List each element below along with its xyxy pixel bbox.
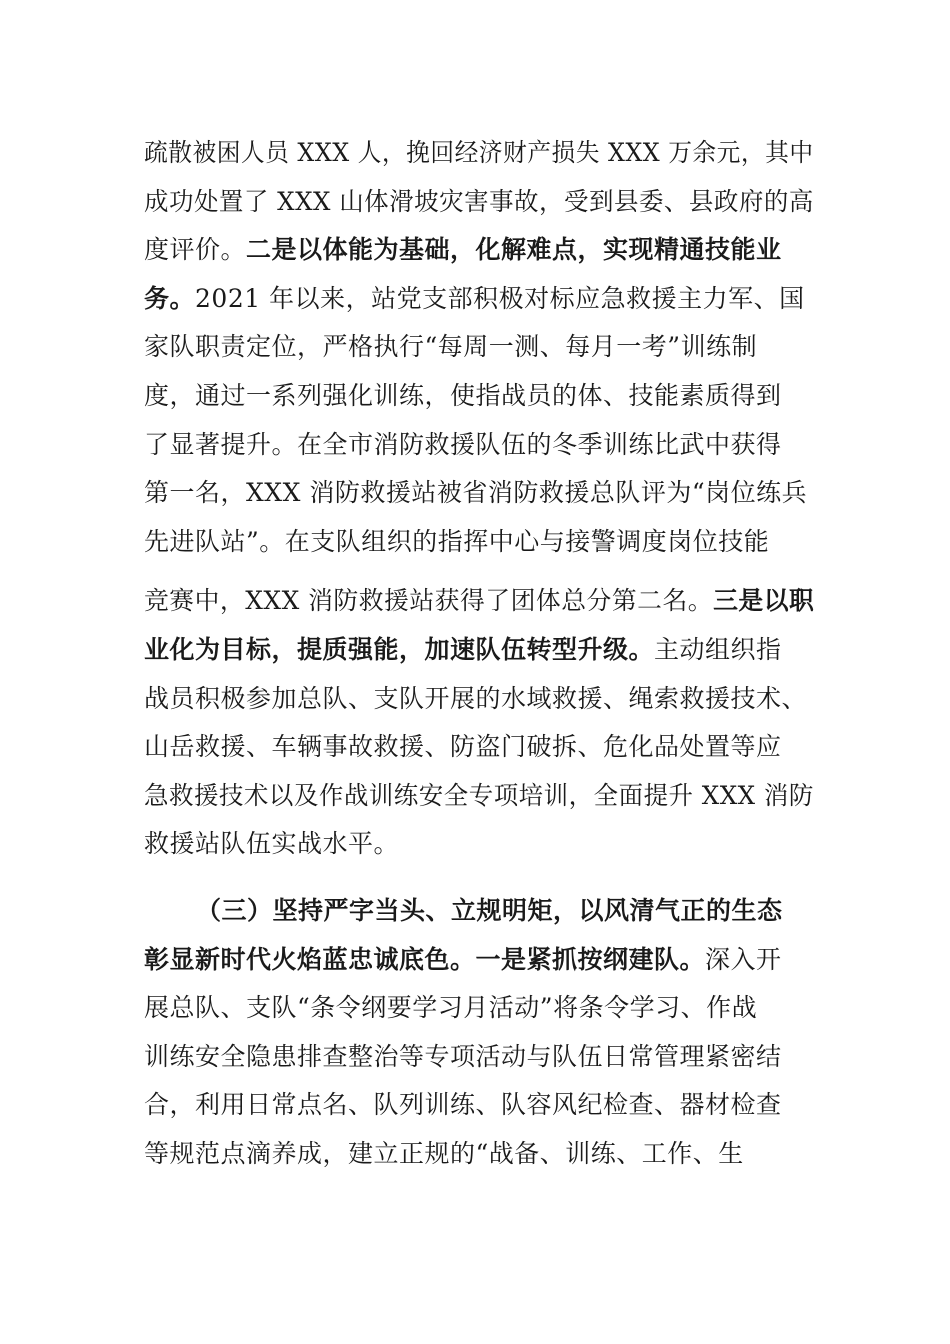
- text-line: [144, 284, 814, 314]
- text-run: 度评价。: [144, 235, 247, 264]
- text-run: 成功处置了 XXX 山体滑坡灾害事故，受到县委、县政府的高: [144, 187, 814, 216]
- text-line: [144, 1090, 814, 1120]
- text-line: [144, 945, 814, 975]
- text-run: 家队职责定位，严格执行“每周一测、每月一考”训练制: [144, 332, 758, 361]
- text-line: [144, 187, 814, 217]
- text-run: 先进队站”。在支队组织的指挥中心与接警调度岗位技能: [144, 527, 770, 556]
- text-run: 急救援技术以及作战训练安全专项培训，全面提升 XXX 消防: [144, 781, 814, 810]
- text-line: [144, 684, 814, 714]
- text-line: [144, 332, 814, 362]
- bold-text-run: 彰显新时代火焰蓝忠诚底色。一是紧抓按纲建队。: [144, 945, 706, 974]
- text-run: 了显著提升。在全市消防救援队伍的冬季训练比武中获得: [144, 430, 782, 459]
- text-line: [144, 235, 814, 265]
- text-run: 救援站队伍实战水平。: [144, 829, 400, 858]
- text-run: 2021 年以来，站党支部积极对标应急救援主力军、国: [195, 284, 805, 313]
- text-line: [144, 993, 814, 1023]
- text-run: 竞赛中，XXX 消防救援站获得了团体总分第二名。: [144, 586, 714, 615]
- text-run: 展总队、支队“条令纲要学习月活动”将条令学习、作战: [144, 993, 758, 1022]
- text-line: [144, 829, 814, 859]
- text-line: [144, 381, 814, 411]
- text-line: [144, 781, 814, 811]
- bold-text-run: 务。: [144, 284, 196, 313]
- text-line: [144, 478, 814, 508]
- text-run: 等规范点滴养成，建立正规的“战备、训练、工作、生: [144, 1139, 744, 1168]
- text-run: 深入开: [705, 945, 782, 974]
- bold-text-run: （三）坚持严字当头、立规明矩，以风清气正的生态: [196, 896, 783, 925]
- text-run: 主动组织指: [654, 635, 782, 664]
- text-run: 训练安全隐患排查整治等专项活动与队伍日常管理紧密结: [144, 1042, 782, 1071]
- text-line: [144, 635, 814, 665]
- text-run: 合，利用日常点名、队列训练、队容风纪检查、器材检查: [144, 1090, 782, 1119]
- text-line: [144, 732, 814, 762]
- bold-text-run: 二是以体能为基础，化解难点，实现精通技能业: [246, 235, 782, 264]
- text-line: [144, 1139, 814, 1169]
- text-line: [144, 430, 814, 460]
- text-run: 度，通过一系列强化训练，使指战员的体、技能素质得到: [144, 381, 782, 410]
- text-line: [144, 527, 814, 557]
- text-run: 第一名，XXX 消防救援站被省消防救援总队评为“岗位练兵: [144, 478, 808, 507]
- text-run: 疏散被困人员 XXX 人，挽回经济财产损失 XXX 万余元，其中: [144, 138, 814, 167]
- text-line: [144, 586, 815, 616]
- section-heading-line: [196, 896, 814, 926]
- bold-text-run: 三是以职: [713, 586, 815, 615]
- text-line: [144, 1042, 814, 1072]
- bold-text-run: 业化为目标，提质强能，加速队伍转型升级。: [144, 635, 655, 664]
- text-line: [144, 138, 814, 168]
- text-run: 战员积极参加总队、支队开展的水域救援、绳索救援技术、: [144, 684, 808, 713]
- text-run: 山岳救援、车辆事故救援、防盗门破拆、危化品处置等应: [144, 732, 782, 761]
